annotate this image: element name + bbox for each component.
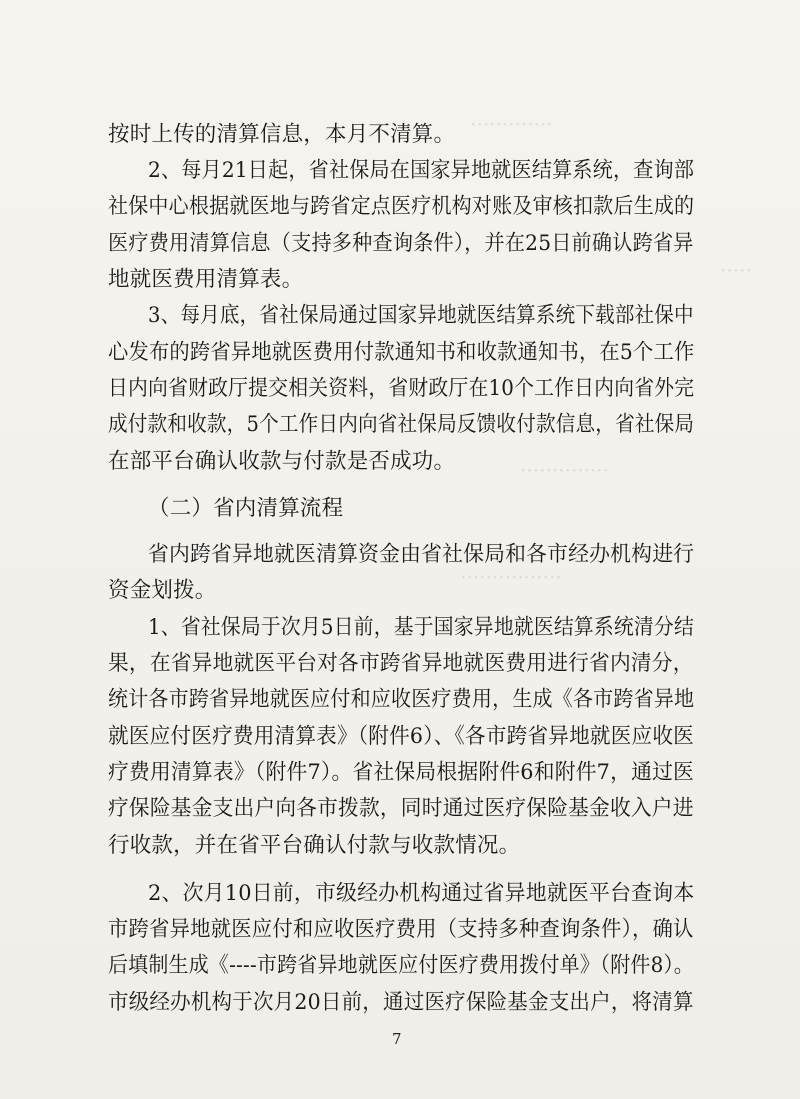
- paragraph-line: 就医应付医疗费用清算表》（附件6）、《各市跨省异地就医应收医: [108, 724, 694, 749]
- paragraph-line: 后填制生成《----市跨省异地就医应付医疗费用拨付单》（附件8）。: [108, 953, 694, 978]
- paragraph-line: 统计各市跨省异地就医应付和应收医疗费用，生成《各市跨省异地: [108, 687, 695, 712]
- paragraph-line: 1、省社保局于次月5日前，基于国家异地就医结算系统清分结: [148, 615, 694, 640]
- paragraph-line: 果，在省异地就医平台对各市跨省异地就医费用进行省内清分，: [108, 651, 694, 676]
- paragraph-line: 省内跨省异地就医清算资金由省社保局和各市经办机构进行: [148, 542, 695, 567]
- paragraph-line: 成付款和收款，5个工作日内向省社保局反馈收付款信息，省社保局: [108, 412, 695, 437]
- paragraph-line: 心发布的跨省异地就医费用付款通知书和收款通知书，在5个工作: [108, 340, 695, 365]
- paragraph-line: 疗费用清算表》（附件7）。省社保局根据附件6和附件7，通过医: [108, 760, 695, 785]
- bleed-through-decoration: ·····: [720, 258, 752, 282]
- paragraph-line: 市级经办机构于次月20日前，通过医疗保险基金支出户，将清算: [108, 990, 694, 1015]
- paragraph-line: 地就医费用清算表。: [108, 267, 304, 292]
- bleed-through-decoration: ·············: [470, 112, 553, 136]
- paragraph-line: 2、每月21日起，省社保局在国家异地就医结算系统，查询部: [148, 158, 695, 183]
- paragraph-line: 医疗费用清算信息（支持多种查询条件），并在25日前确认跨省异: [108, 231, 694, 256]
- paragraph-line: 社保中心根据就医地与跨省定点医疗机构对账及审核扣款后生成的: [108, 194, 695, 219]
- bleed-through-decoration: ················: [460, 565, 562, 589]
- paragraph-line: 日内向省财政厅提交相关资料，省财政厅在10个工作日内向省外完: [108, 376, 695, 401]
- paragraph-line: 行收款，并在省平台确认付款与收款情况。: [108, 833, 521, 858]
- paragraph-line: 疗保险基金支出户向各市拨款，同时通过医疗保险基金收入户进: [108, 796, 694, 821]
- page-number: 7: [392, 1030, 402, 1048]
- section-heading: （二）省内清算流程: [148, 496, 344, 521]
- paragraph-line: 2、次月10日前，市级经办机构通过省异地就医平台查询本: [148, 881, 695, 906]
- paragraph-line: 市跨省异地就医应付和应收医疗费用（支持多种查询条件），确认: [108, 917, 694, 942]
- bleed-through-decoration: ··············: [520, 458, 610, 482]
- paragraph-line: 在部平台确认收款与付款是否成功。: [108, 449, 456, 474]
- paragraph-line: 资金划拨。: [108, 578, 217, 603]
- paragraph-line: 按时上传的清算信息，本月不清算。: [108, 122, 456, 147]
- paragraph-line: 3、每月底，省社保局通过国家异地就医结算系统下载部社保中: [148, 303, 694, 328]
